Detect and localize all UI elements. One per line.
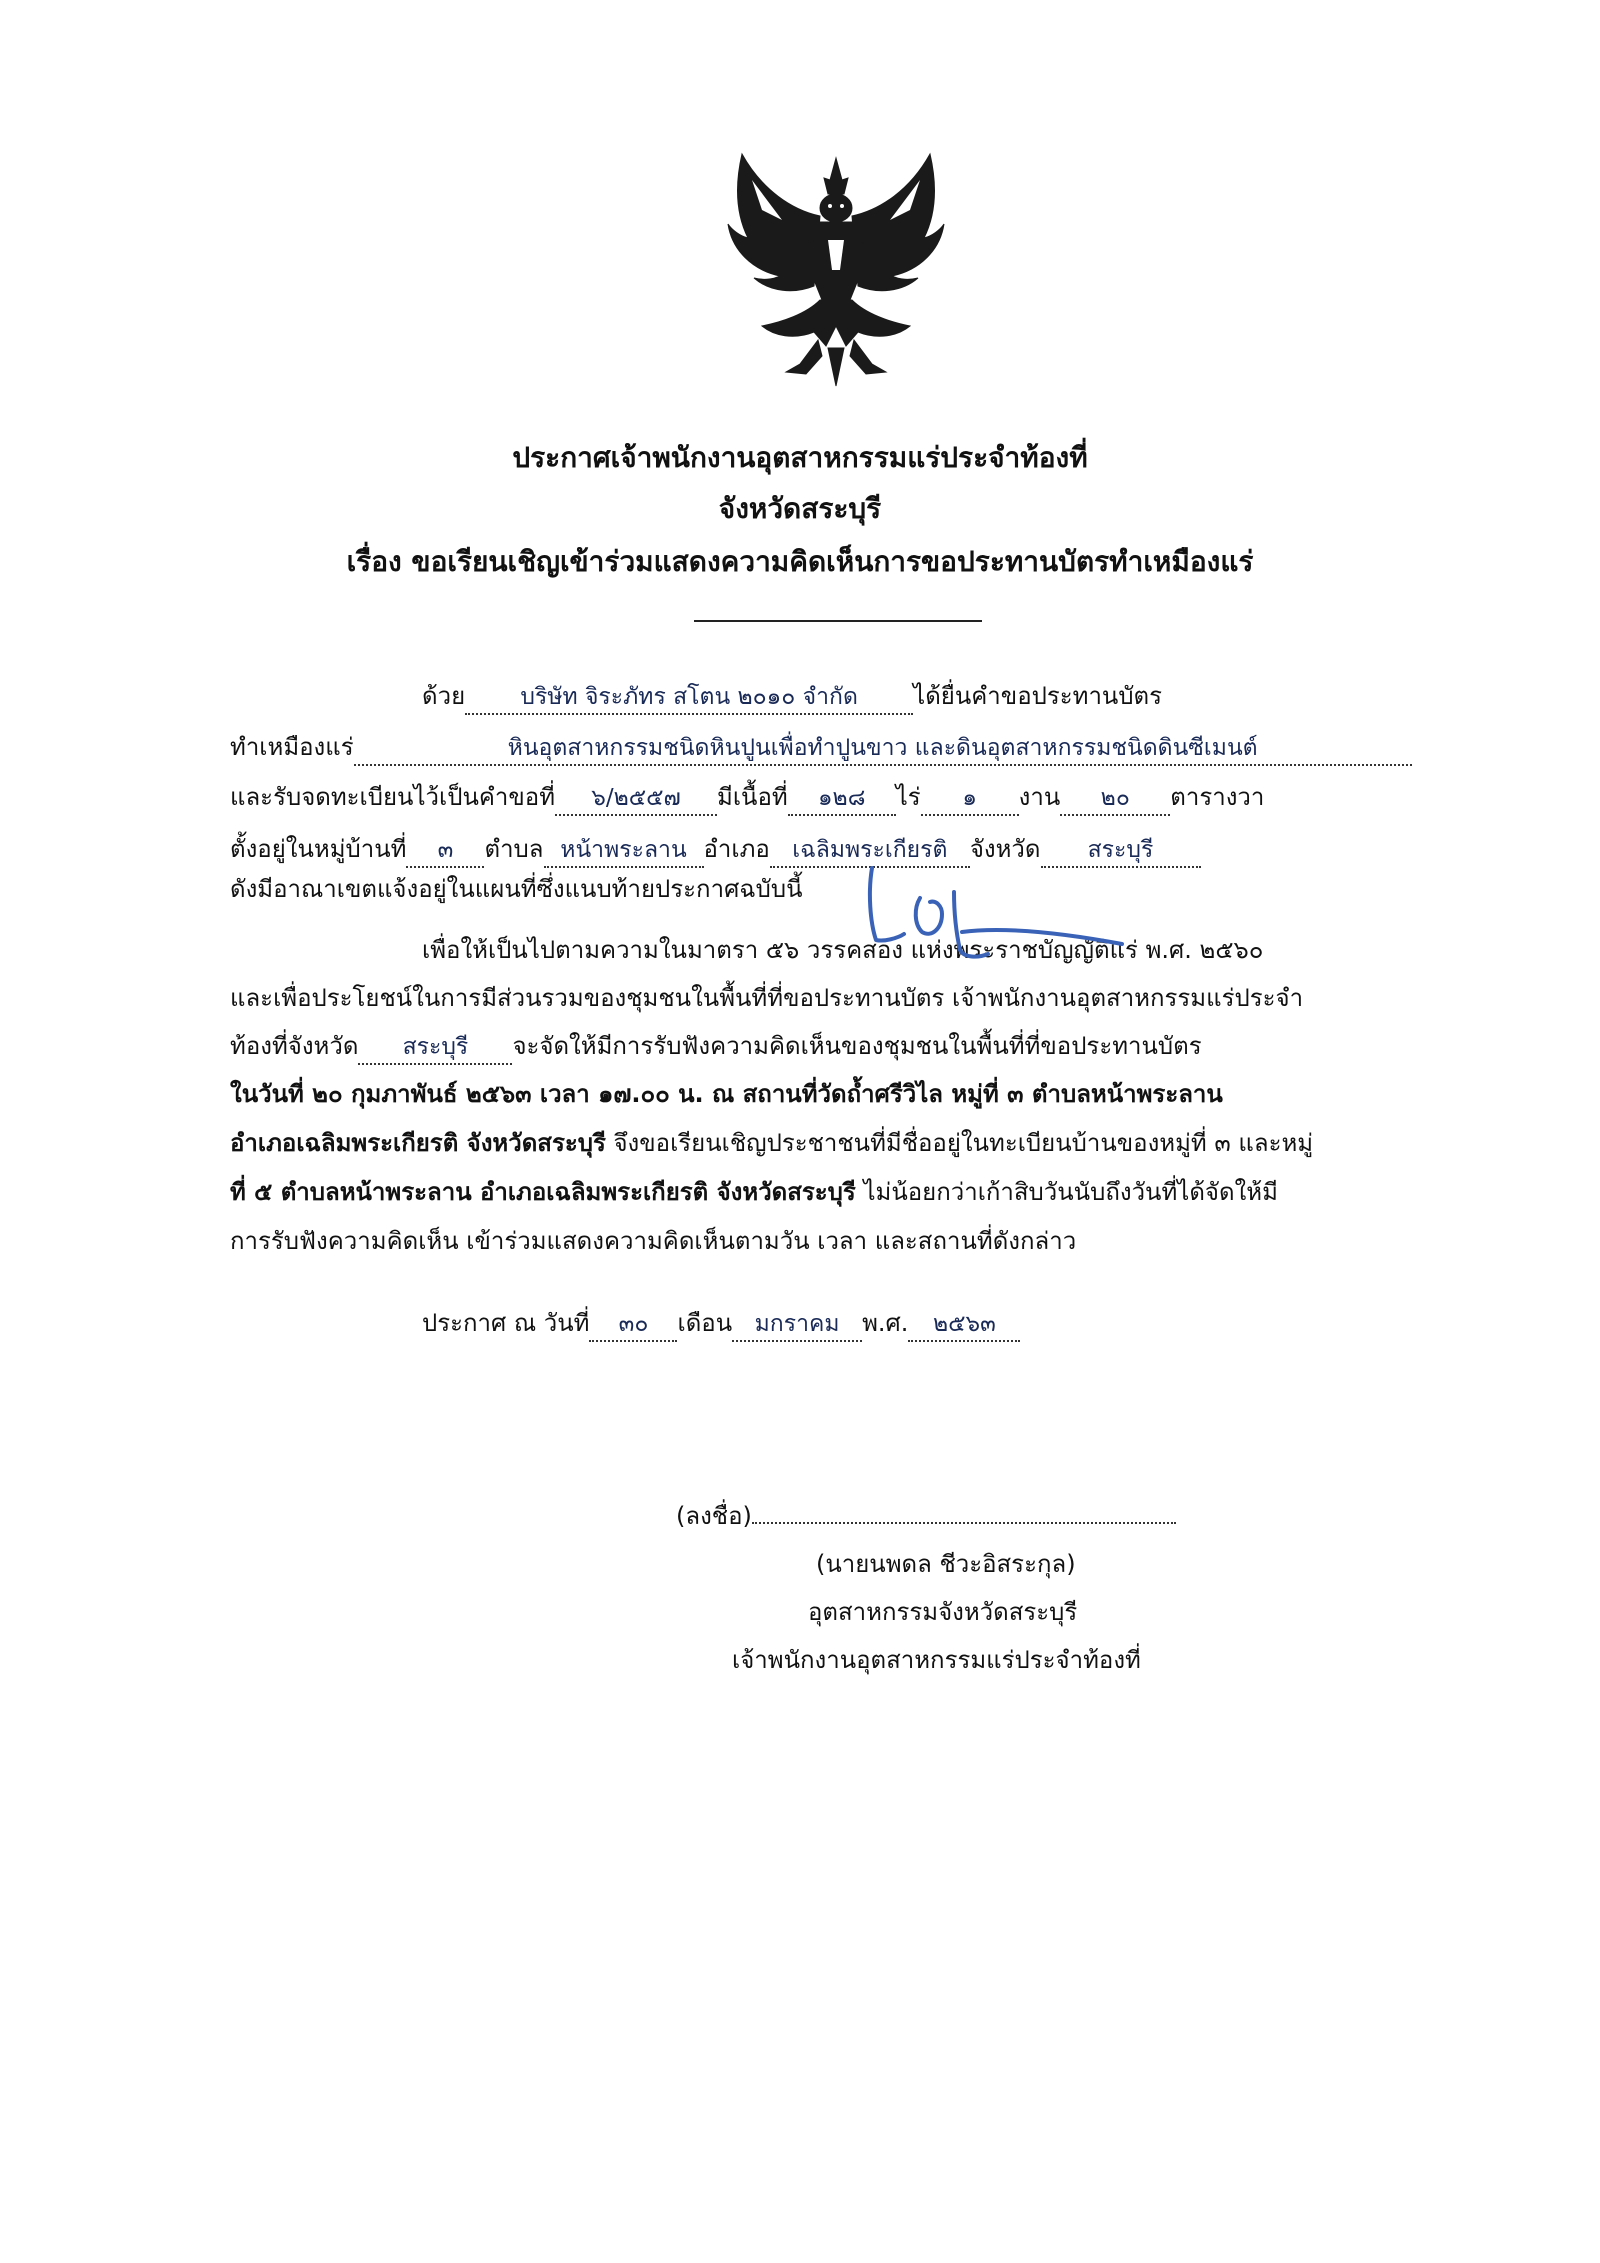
body-line-1: เพื่อให้เป็นไปตามความในมาตรา ๕๖ วรรคสอง แห่งพระราชบัญญัติแร่ พ.ศ. ๒๕๖๐ <box>422 936 1264 964</box>
body-line-7: การรับฟังความคิดเห็น เข้าร่วมแสดงความคิดเห็นตามวัน เวลา และสถานที่ดังกล่าว <box>230 1227 1077 1255</box>
ngan-field: ๑ <box>921 782 1019 816</box>
subdistrict-field: หน้าพระลาน <box>544 834 704 868</box>
square-wa-field: ๒๐ <box>1060 782 1170 816</box>
label-mining: ทำเหมืองแร่ <box>230 733 354 761</box>
year-field: ๒๕๖๓ <box>908 1308 1020 1342</box>
handwritten-signature <box>858 862 1128 992</box>
rai-field: ๑๒๘ <box>788 782 896 816</box>
minerals-field: หินอุตสาหกรรมชนิดหินปูนเพื่อทำปูนขาว และดินอุตสาหกรรมชนิดดินซีเมนต์ <box>354 732 1412 766</box>
body-line-5: อำเภอเฉลิมพระเกียรติ จังหวัดสระบุรี จึงขอเรียนเชิญประชาชนที่มีชื่ออยู่ในทะเบียนบ้านของหมู่ที่ ๓ และหมู่ <box>230 1129 1314 1157</box>
month-field: มกราคม <box>732 1308 862 1342</box>
form-line-5: ดังมีอาณาเขตแจ้งอยู่ในแผนที่ซึ่งแนบท้ายประกาศฉบับนี้ <box>230 875 803 903</box>
label-with: ด้วย <box>422 682 466 710</box>
signer-position-1: อุตสาหกรรมจังหวัดสระบุรี <box>808 1598 1078 1626</box>
village-field: ๓ <box>406 834 484 868</box>
body-line-2: และเพื่อประโยชน์ในการมีส่วนรวมของชุมชนในพื้นที่ที่ขอประทานบัตร เจ้าพนักงานอุตสาหกรรมแร่ประจำ <box>230 984 1304 1012</box>
company-field: บริษัท จิระภัทร สโตน ๒๐๑๐ จำกัด <box>465 681 913 715</box>
signer-position-2: เจ้าพนักงานอุตสาหกรรมแร่ประจำท้องที่ <box>732 1646 1141 1674</box>
title-divider <box>694 620 982 622</box>
body-line-6: ที่ ๕ ตำบลหน้าพระลาน อำเภอเฉลิมพระเกียรติ จังหวัดสระบุรี ไม่น้อยกว่าเก้าสิบวันนับถึงวันที่ได้จัดให้มี <box>230 1178 1278 1206</box>
province-heading: จังหวัดสระบุรี <box>718 492 882 525</box>
form-line-4: ตั้งอยู่ในหมู่บ้านที่ ๓ ตำบล หน้าพระลาน อำเภอ เฉลิมพระเกียรติ จังหวัด สระบุรี <box>230 829 1201 869</box>
announcement-date: ประกาศ ณ วันที่ ๓๐ เดือน มกราคม พ.ศ. ๒๕๖๓ <box>422 1303 1020 1343</box>
signature-field <box>752 1490 1176 1524</box>
body-line-4: ในวันที่ ๒๐ กุมภาพันธ์ ๒๕๖๓ เวลา ๑๗.๐๐ น. ณ สถานที่วัดถ้ำศรีวิไล หมู่ที่ ๓ ตำบลหน้าพระลาน <box>230 1080 1223 1108</box>
form-line-3: และรับจดทะเบียนไว้เป็นคำขอที่ ๖/๒๕๕๗ มีเนื้อที่ ๑๒๘ ไร่ ๑ งาน ๒๐ ตารางวา <box>230 777 1264 817</box>
body-line-3: ท้องที่จังหวัด สระบุรี จะจัดให้มีการรับฟังความคิดเห็นของชุมชนในพื้นที่ที่ขอประทานบัตร <box>230 1026 1202 1066</box>
garuda-emblem <box>722 150 950 388</box>
form-line-2 <box>230 727 1412 767</box>
district-field: เฉลิมพระเกียรติ <box>770 834 970 868</box>
signature-line: (ลงชื่อ) <box>676 1490 1176 1530</box>
day-field: ๓๐ <box>589 1308 677 1342</box>
announcement-title: ประกาศเจ้าพนักงานอุตสาหกรรมแร่ประจำท้องที่ <box>512 441 1088 474</box>
label-applied: ได้ยื่นคำขอประทานบัตร <box>913 682 1163 710</box>
form-line-1 <box>422 676 1162 716</box>
subject-heading: เรื่อง ขอเรียนเชิญเข้าร่วมแสดงความคิดเห็นการขอประทานบัตรทำเหมืองแร่ <box>346 545 1254 578</box>
province-field: สระบุรี <box>1041 834 1201 868</box>
body-province-field: สระบุรี <box>358 1031 512 1065</box>
request-number-field: ๖/๒๕๕๗ <box>555 782 717 816</box>
signer-name: (นายนพดล ชีวะอิสระกุล) <box>816 1550 1076 1578</box>
